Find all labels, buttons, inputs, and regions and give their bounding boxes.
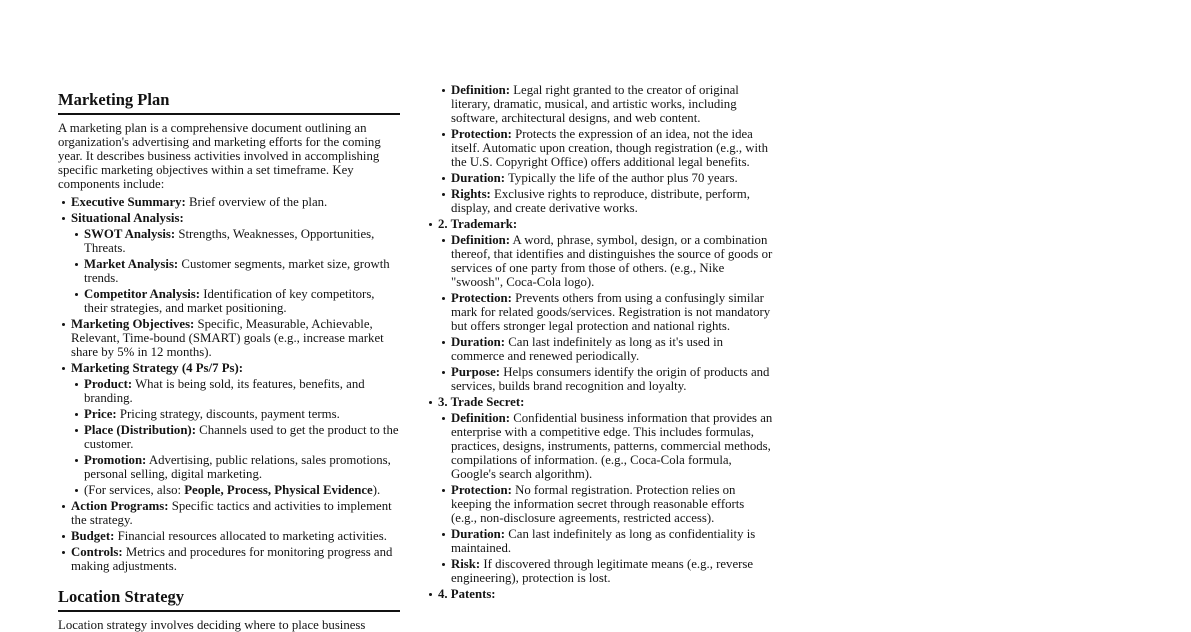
- bold-text-segment: Competitor Analysis:: [84, 287, 201, 301]
- bold-text-segment: Protection:: [451, 291, 512, 305]
- bullet-marker: [442, 133, 445, 136]
- text-segment: Customer segments, market size, growth trends.: [84, 257, 390, 285]
- text-segment: Advertising, public relations, sales promotions, personal selling, digital marketing.: [84, 453, 391, 481]
- bold-text-segment: Controls:: [71, 545, 123, 559]
- list-item: [71, 499, 400, 527]
- text-segment: Protects the expression of an idea, not the idea itself. Automatic upon creation, though registration (e.g., with the U.S. Copyright Office) offers additional legal benefits.: [451, 127, 769, 169]
- list-item: [71, 361, 400, 375]
- text-segment: Specific tactics and activities to implement the strategy.: [71, 499, 392, 527]
- text-segment: Specific, Measurable, Achievable, Relevant, Time-bound (SMART) goals (e.g., increase market share by 5% in 12 months).: [71, 317, 384, 359]
- bullet-marker: [429, 593, 432, 596]
- text-segment: Legal right granted to the creator of original literary, dramatic, musical, and artistic works, including software, architectural designs, and web content.: [451, 83, 739, 125]
- bullet-marker: [62, 367, 65, 370]
- text-segment: Financial resources allocated to marketing activities.: [114, 529, 387, 543]
- bold-text-segment: Promotion:: [84, 453, 147, 467]
- text-segment: Exclusive rights to reproduce, distribute, perform, display, and create derivative works.: [451, 187, 750, 215]
- bullet-marker: [442, 489, 445, 492]
- bold-text-segment: Protection:: [451, 483, 512, 497]
- bold-text-segment: Action Programs:: [71, 499, 169, 513]
- bullet-marker: [62, 201, 65, 204]
- list-item: [84, 483, 400, 497]
- section-heading: Marketing Plan: [58, 90, 400, 115]
- bullet-marker: [75, 429, 78, 432]
- text-segment: Strengths, Weaknesses, Opportunities, Threats.: [84, 227, 375, 255]
- bullet-marker: [442, 177, 445, 180]
- bold-text-segment: Duration:: [451, 171, 506, 185]
- list-item: [451, 557, 773, 585]
- bold-text-segment: Product:: [84, 377, 133, 391]
- paragraph: [58, 618, 400, 632]
- bold-text-segment: People, Process, Physical Evidence: [184, 483, 373, 497]
- list-item: [451, 483, 773, 525]
- bullet-marker: [442, 193, 445, 196]
- list-item: [84, 227, 400, 255]
- bold-text-segment: Situational Analysis:: [71, 211, 184, 225]
- list-item: [84, 453, 400, 481]
- list-item: [71, 529, 400, 543]
- text-segment: Location strategy involves deciding where to place business: [58, 618, 366, 632]
- bold-text-segment: Rights:: [451, 187, 491, 201]
- bullet-marker: [62, 217, 65, 220]
- text-segment: Typically the life of the author plus 70 years.: [505, 171, 738, 185]
- text-segment: ).: [372, 483, 381, 497]
- text-segment: If discovered through legitimate means (e.g., reverse engineering), protection is lost.: [451, 557, 754, 585]
- bullet-marker: [442, 89, 445, 92]
- text-segment: Brief overview of the plan.: [185, 195, 328, 209]
- bullet-marker: [75, 413, 78, 416]
- bold-text-segment: 2. Trademark:: [438, 217, 518, 231]
- text-segment: A word, phrase, symbol, design, or a combination thereof, that identifies and distinguishes the source of goods or services of one party from those of others. (e.g., Nike "swoosh", Coca-Cola logo).: [451, 233, 773, 289]
- bullet-marker: [442, 417, 445, 420]
- bold-text-segment: Duration:: [451, 527, 506, 541]
- text-segment: No formal registration. Protection relies on keeping the information secret through reasonable efforts (e.g., non-disclosure agreements, restricted access).: [451, 483, 745, 525]
- list-item: [438, 395, 773, 409]
- text-segment: Prevents others from using a confusingly similar mark for related goods/services. Registration is not mandatory but offers stronger legal protection and national rights.: [451, 291, 771, 333]
- text-segment: Can last indefinitely as long as confidentiality is maintained.: [451, 527, 756, 555]
- bold-text-segment: Budget:: [71, 529, 115, 543]
- list-item: [84, 287, 400, 315]
- text-segment: Channels used to get the product to the customer.: [84, 423, 399, 451]
- paragraph: [58, 121, 400, 191]
- bold-text-segment: Marketing Objectives:: [71, 317, 195, 331]
- bold-text-segment: Definition:: [451, 411, 511, 425]
- text-segment: What is being sold, its features, benefits, and branding.: [84, 377, 365, 405]
- list-item: [451, 527, 773, 555]
- bullet-marker: [442, 533, 445, 536]
- bold-text-segment: Executive Summary:: [71, 195, 186, 209]
- bold-text-segment: Definition:: [451, 83, 511, 97]
- list-item: [451, 233, 773, 289]
- bullet-marker: [442, 563, 445, 566]
- list-item: [71, 317, 400, 359]
- left-column: [58, 90, 400, 632]
- bullet-marker: [62, 535, 65, 538]
- list-item: [84, 377, 400, 405]
- bold-text-segment: 4. Patents:: [438, 587, 496, 601]
- bullet-marker: [442, 239, 445, 242]
- bullet-marker: [62, 323, 65, 326]
- list-item: [451, 291, 773, 333]
- list-item: [71, 211, 400, 225]
- bullet-marker: [442, 341, 445, 344]
- text-segment: A marketing plan is a comprehensive document outlining an organization's advertising and marketing efforts for the coming year. It describes business activities involved in accomplishing specific marketing objectives within a set timeframe. Key components include:: [58, 121, 381, 191]
- list-item: [438, 217, 773, 231]
- list-item: [451, 171, 773, 185]
- bold-text-segment: Definition:: [451, 233, 511, 247]
- bullet-list: [425, 83, 773, 601]
- list-item: [438, 587, 773, 601]
- bold-text-segment: SWOT Analysis:: [84, 227, 176, 241]
- bullet-marker: [75, 383, 78, 386]
- bullet-marker: [442, 371, 445, 374]
- bold-text-segment: Duration:: [451, 335, 506, 349]
- bold-text-segment: Marketing Strategy (4 Ps/7 Ps):: [71, 361, 244, 375]
- list-item: [451, 187, 773, 215]
- bold-text-segment: Purpose:: [451, 365, 501, 379]
- bullet-marker: [75, 489, 78, 492]
- list-item: [71, 195, 400, 209]
- list-item: [451, 411, 773, 481]
- list-item: [451, 127, 773, 169]
- list-item: [84, 423, 400, 451]
- bold-text-segment: Place (Distribution):: [84, 423, 196, 437]
- bold-text-segment: Protection:: [451, 127, 512, 141]
- list-item: [451, 83, 773, 125]
- bullet-list: [58, 195, 400, 573]
- list-item: [71, 545, 400, 573]
- bullet-marker: [75, 233, 78, 236]
- section-heading: Location Strategy: [58, 587, 400, 612]
- text-segment: Identification of key competitors, their strategies, and market positioning.: [84, 287, 375, 315]
- bullet-marker: [75, 459, 78, 462]
- bold-text-segment: 3. Trade Secret:: [438, 395, 525, 409]
- bullet-marker: [442, 297, 445, 300]
- list-item: [84, 407, 400, 421]
- list-item: [84, 257, 400, 285]
- text-segment: Helps consumers identify the origin of products and services, builds brand recognition and loyalty.: [451, 365, 770, 393]
- bullet-marker: [62, 505, 65, 508]
- text-segment: Confidential business information that provides an enterprise with a competitive edge. This includes formulas, practices, designs, instruments, patterns, commercial methods, compilations of information. (e.g., Coca-Cola formula, Google's search algorithm).: [451, 411, 773, 481]
- text-segment: (For services, also:: [84, 483, 185, 497]
- list-item: [451, 365, 773, 393]
- bold-text-segment: Market Analysis:: [84, 257, 179, 271]
- text-segment: Pricing strategy, discounts, payment terms.: [116, 407, 340, 421]
- bullet-marker: [429, 401, 432, 404]
- text-segment: Metrics and procedures for monitoring progress and making adjustments.: [71, 545, 393, 573]
- bullet-marker: [62, 551, 65, 554]
- list-item: [451, 335, 773, 363]
- bold-text-segment: Price:: [84, 407, 117, 421]
- right-column: [425, 79, 773, 603]
- bullet-marker: [75, 263, 78, 266]
- text-segment: Can last indefinitely as long as it's used in commerce and renewed periodically.: [451, 335, 724, 363]
- bullet-marker: [75, 293, 78, 296]
- bullet-marker: [429, 223, 432, 226]
- bold-text-segment: Risk:: [451, 557, 481, 571]
